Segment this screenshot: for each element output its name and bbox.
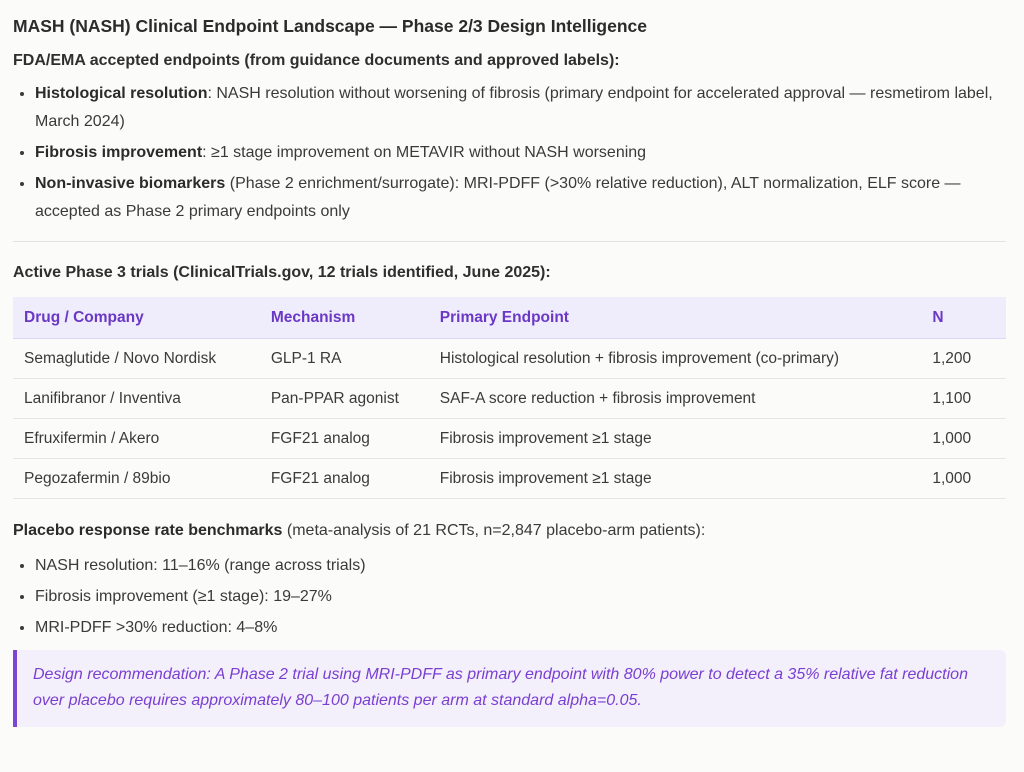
list-item [35, 170, 1006, 226]
cell-endpoint: Fibrosis improvement ≥1 stage [429, 419, 922, 459]
list-item: • Fibrosis improvement (≥1 stage): 19–27% [35, 583, 1006, 611]
cell-n: 1,100 [921, 379, 1006, 419]
list-item: • MRI-PDFF >30% reduction: 4–8% [35, 614, 1006, 642]
cell-mechanism: FGF21 analog [260, 419, 429, 459]
cell-mechanism: Pan-PPAR agonist [260, 379, 429, 419]
column-header-drug: Drug / Company [13, 297, 260, 339]
list-item: • NASH resolution: 11–16% (range across trials) [35, 552, 1006, 580]
list-item-text: : ≥1 stage improvement on METAVIR without NASH worsening [202, 144, 647, 161]
cell-drug: Efruxifermin / Akero [13, 419, 260, 459]
trials-heading: Active Phase 3 trials (ClinicalTrials.gov, 12 trials identified, June 2025): [13, 264, 551, 281]
section-divider [13, 241, 1006, 242]
cell-n: 1,200 [921, 339, 1006, 379]
cell-endpoint: SAF-A score reduction + fibrosis improvement [429, 379, 922, 419]
cell-mechanism: GLP-1 RA [260, 339, 429, 379]
column-header-mechanism: Mechanism [260, 297, 429, 339]
list-item-label: Fibrosis improvement [35, 144, 203, 161]
cell-n: 1,000 [921, 459, 1006, 499]
list-item-text: : NASH resolution without worsening of fibrosis (primary endpoint for accelerated approval — resmetirom label, March 2024) [35, 85, 993, 130]
trials-table [13, 297, 1006, 499]
table-row [13, 339, 1006, 379]
page-title: MASH (NASH) Clinical Endpoint Landscape — Phase 2/3 Design Intelligence [13, 16, 648, 36]
table-header-row [13, 297, 1006, 339]
list-item [35, 80, 1006, 136]
list-item-label: Histological resolution [35, 85, 208, 102]
placebo-heading-rest: (meta-analysis of 21 RCTs, n=2,847 placebo-arm patients): [282, 522, 706, 539]
cell-drug: Semaglutide / Novo Nordisk [13, 339, 260, 379]
cell-drug: Lanifibranor / Inventiva [13, 379, 260, 419]
table-row [13, 379, 1006, 419]
design-recommendation-callout: Design recommendation: A Phase 2 trial using MRI-PDFF as primary endpoint with 80% power to detect a 35% relative fat reduction over placebo requires approximately 80–100 patients per arm at standard alpha=0.05. [13, 650, 1006, 727]
cell-drug: Pegozafermin / 89bio [13, 459, 260, 499]
list-item-label: Non-invasive biomarkers [35, 175, 226, 192]
cell-endpoint: Histological resolution + fibrosis improvement (co-primary) [429, 339, 922, 379]
column-header-endpoint: Primary Endpoint [429, 297, 922, 339]
placebo-heading [13, 520, 1006, 542]
placebo-heading-bold: Placebo response rate benchmarks [13, 522, 283, 539]
placebo-list [13, 552, 1006, 642]
table-row [13, 459, 1006, 499]
list-item [35, 139, 1006, 167]
cell-n: 1,000 [921, 419, 1006, 459]
cell-endpoint: Fibrosis improvement ≥1 stage [429, 459, 922, 499]
accepted-endpoints-heading: FDA/EMA accepted endpoints (from guidance documents and approved labels): [13, 52, 620, 69]
list-item-text: (Phase 2 enrichment/surrogate): MRI-PDFF (>30% relative reduction), ALT normalization, ELF score — accepted as Phase 2 primary endpoints only [35, 175, 961, 220]
column-header-n: N [921, 297, 1006, 339]
cell-mechanism: FGF21 analog [260, 459, 429, 499]
table-row [13, 419, 1006, 459]
accepted-endpoints-list [13, 80, 1006, 226]
